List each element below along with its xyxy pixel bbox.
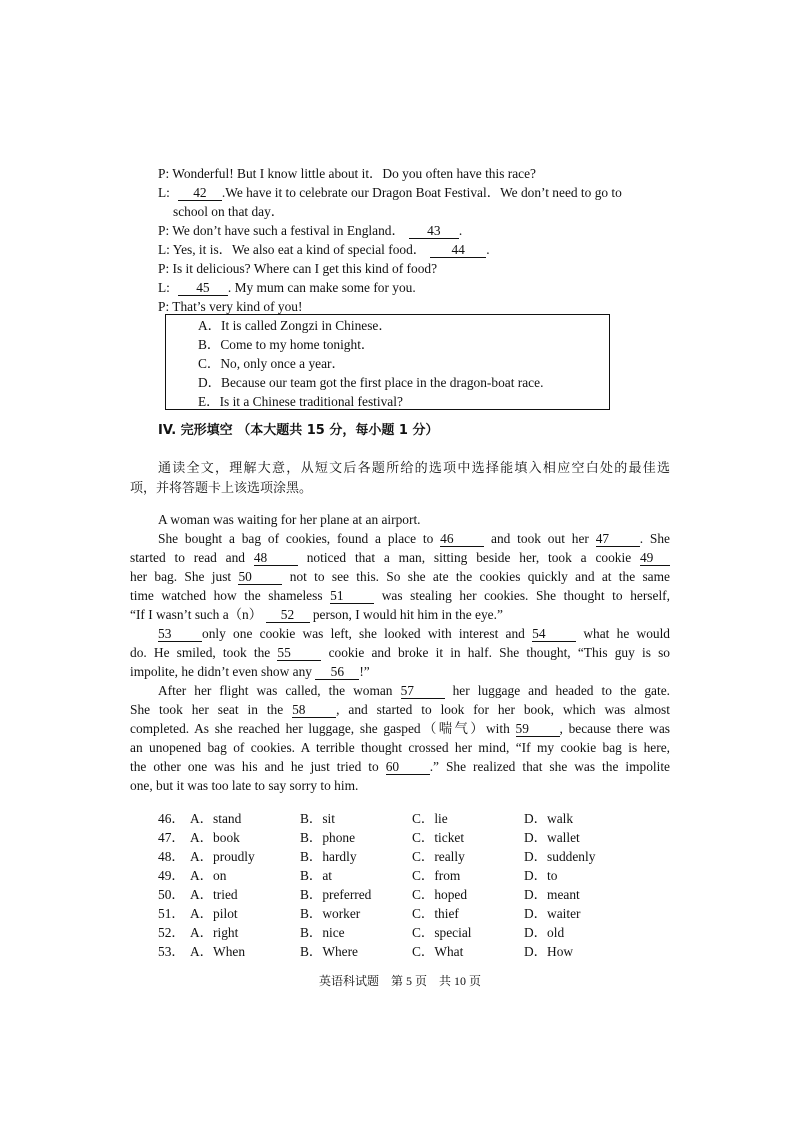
choice-d: D．to — [524, 868, 558, 883]
choice-c: C．What — [412, 944, 464, 959]
choice-c: C．from — [412, 868, 461, 883]
option-d: D．Because our team got the first place in the dragon-boat race. — [198, 375, 544, 390]
dialogue-line: L: 45 . My mum can make some for you. — [158, 280, 416, 295]
dialogue-line: P: We don’t have such a festival in England． 43 . — [158, 223, 463, 238]
blank-42: 42 — [178, 185, 222, 201]
passage-line: the other one was his and he just tried to 60 .” She realized that she was the impolite — [130, 759, 670, 774]
dialogue-line: school on that day． — [173, 204, 285, 219]
passage-title: A woman was waiting for her plane at an airport. — [158, 512, 421, 527]
blank-60: 60 — [386, 759, 430, 775]
blank-54: 54 — [532, 626, 576, 642]
question-number: 53． — [158, 944, 185, 959]
dialogue-line: P: That’s very kind of you! — [158, 299, 303, 314]
question-number: 51． — [158, 906, 185, 921]
dialogue-line: P: Is it delicious? Where can I get this kind of food? — [158, 261, 438, 276]
choice-c: C．thief — [412, 906, 459, 921]
question-number: 47． — [158, 830, 185, 845]
choice-a: A．tried — [190, 887, 238, 902]
passage-line: do. He smiled, took the 55 cookie and broke it in half. She thought, “This guy is so — [130, 645, 670, 660]
blank-55: 55 — [277, 645, 321, 661]
passage-line: time watched how the shameless 51 was stealing her cookies. She thought to herself, — [130, 588, 670, 603]
choice-b: B．hardly — [300, 849, 357, 864]
choice-d: D．old — [524, 925, 565, 940]
option-b: B．Come to my home tonight． — [198, 337, 375, 352]
blank-59: 59 — [516, 721, 560, 737]
question-number: 48． — [158, 849, 185, 864]
question-number: 52． — [158, 925, 185, 940]
question-number: 49． — [158, 868, 185, 883]
blank-43: 43 — [409, 223, 459, 239]
passage-line: 53 only one cookie was left, she looked with interest and 54 what he would — [158, 626, 671, 641]
choice-a: A．stand — [190, 811, 242, 826]
choice-b: B．worker — [300, 906, 361, 921]
question-number: 50． — [158, 887, 185, 902]
passage-line: impolite, he didn’t even show any 56 !” — [130, 664, 370, 679]
passage-line: an unopened bag of cookies. A terrible thought crossed her mind, “If my cookie bag is here, — [130, 740, 670, 755]
choice-b: B．Where — [300, 944, 359, 959]
choice-b: B．nice — [300, 925, 345, 940]
option-a: A．It is called Zongzi in Chinese． — [198, 318, 392, 333]
dialogue-line: L: 42 .We have it to celebrate our Dragon Boat Festival．We don’t need to go to — [158, 185, 622, 200]
passage-line: completed. As she reached her luggage, she gasped（喘气）with 59 , because there was — [130, 721, 670, 736]
choice-d: D．walk — [524, 811, 574, 826]
blank-56: 56 — [315, 664, 359, 680]
blank-47: 47 — [596, 531, 640, 547]
blank-48: 48 — [254, 550, 298, 566]
section-heading: IV. 完形填空 （本大题共 15 分，每小题 1 分） — [158, 423, 439, 438]
passage-line: She took her seat in the 58 , and started to look for her book, which was almost — [130, 702, 670, 717]
choice-b: B．phone — [300, 830, 356, 845]
dialogue-line: P: Wonderful! But I know little about it．Do you often have this race? — [158, 166, 536, 181]
choice-b: B．at — [300, 868, 332, 883]
instructions-line-1: 通读全文，理解大意，从短文后各题所给的选项中选择能填入相应空白处的最佳选 — [158, 461, 670, 476]
passage-line: started to read and 48 noticed that a man, sitting beside her, took a cookie 49 — [130, 548, 670, 567]
passage-line: After her flight was called, the woman 57 her luggage and headed to the gate. — [158, 683, 670, 698]
choice-c: C．hoped — [412, 887, 468, 902]
passage-line: her bag. She just 50 not to see this. So she ate the cookies quickly and at the same — [130, 569, 670, 584]
choice-a: A．proudly — [190, 849, 255, 864]
option-c: C．No, only once a year． — [198, 356, 345, 371]
option-e: E．Is it a Chinese traditional festival? — [198, 394, 403, 409]
blank-44: 44 — [430, 242, 486, 258]
blank-51: 51 — [330, 588, 374, 604]
blank-45: 45 — [178, 280, 228, 296]
passage-line: one, but it was too late to say sorry to him. — [130, 778, 359, 793]
choice-c: C．really — [412, 849, 465, 864]
blank-52: 52 — [266, 607, 310, 623]
choice-a: A．When — [190, 944, 246, 959]
choice-c: C．special — [412, 925, 472, 940]
blank-49: 49 — [640, 550, 670, 566]
choice-d: D．wallet — [524, 830, 580, 845]
choice-a: A．right — [190, 925, 239, 940]
choice-b: B．preferred — [300, 887, 372, 902]
page-footer: 英语科试题 第 5 页 共 10 页 — [318, 974, 481, 988]
blank-58: 58 — [292, 702, 336, 718]
choice-a: A．pilot — [190, 906, 238, 921]
question-number: 46． — [158, 811, 185, 826]
choice-d: D．waiter — [524, 906, 581, 921]
choice-a: A．book — [190, 830, 240, 845]
choice-c: C．lie — [412, 811, 448, 826]
choice-a: A．on — [190, 868, 227, 883]
blank-57: 57 — [401, 683, 445, 699]
instructions-line-2: 项，并将答题卡上该选项涂黑。 — [130, 481, 313, 496]
choice-d: D．suddenly — [524, 849, 596, 864]
passage-line: She bought a bag of cookies, found a place to 46 and took out her 47 . She — [158, 531, 670, 546]
passage-line: “If I wasn’t such a（n） 52 person, I would hit him in the eye.” — [130, 607, 503, 622]
choice-d: D．How — [524, 944, 574, 959]
choice-c: C．ticket — [412, 830, 465, 845]
choice-d: D．meant — [524, 887, 580, 902]
blank-50: 50 — [238, 569, 282, 585]
dialogue-line: L: Yes, it is．We also eat a kind of special food． 44 . — [158, 242, 490, 257]
blank-53: 53 — [158, 626, 202, 642]
choice-b: B．sit — [300, 811, 335, 826]
blank-46: 46 — [440, 531, 484, 547]
